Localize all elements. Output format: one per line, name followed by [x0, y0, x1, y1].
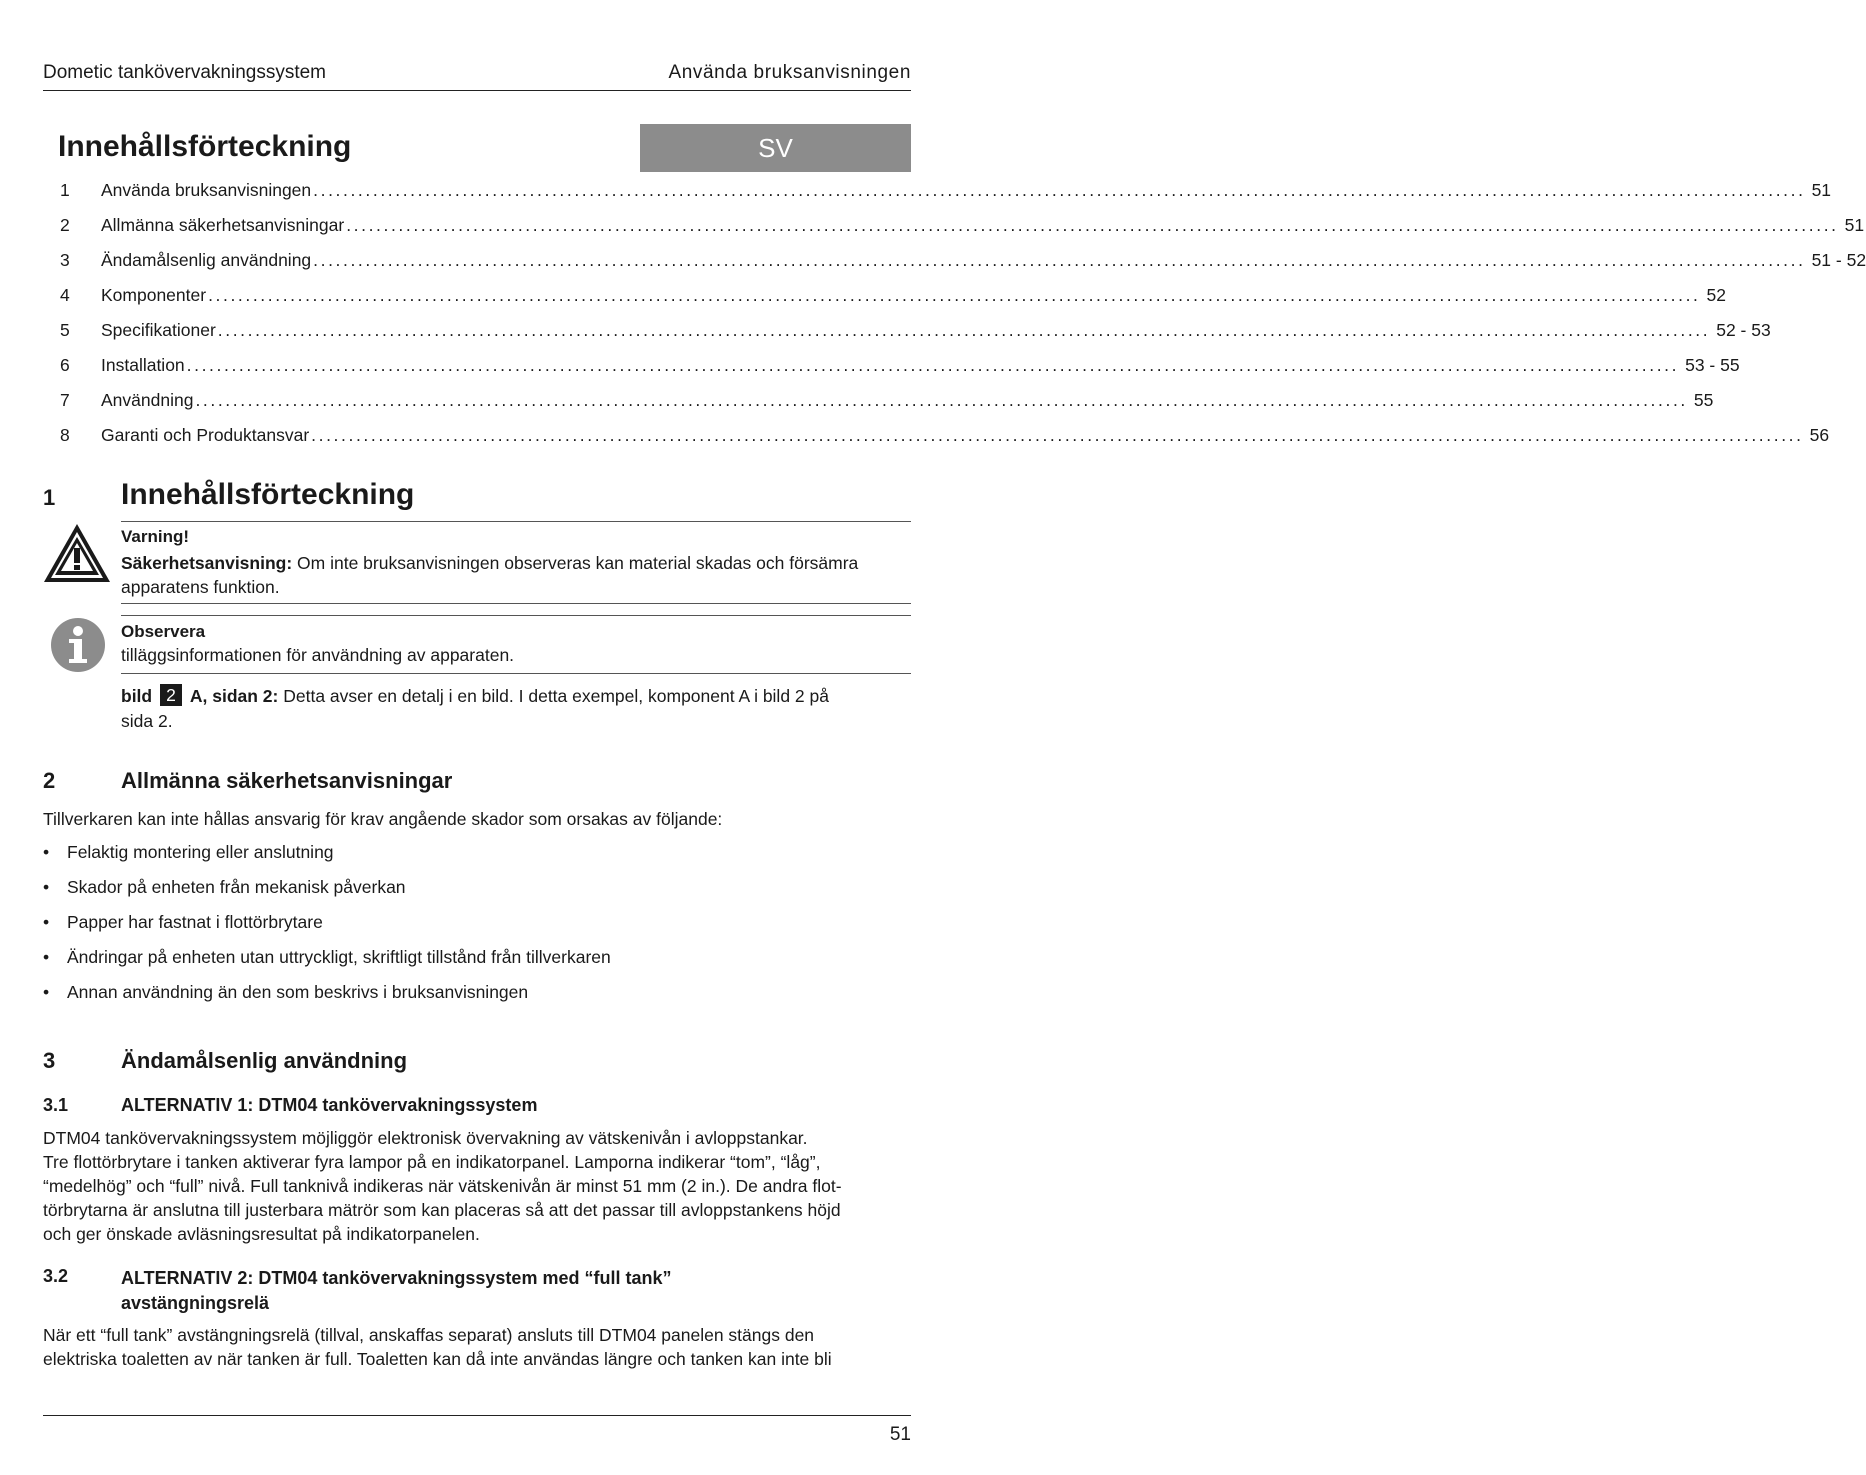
paragraph-line: törbrytarna är anslutna till justerbara mätrör som kan placeras så att det passar till avloppstankens höjd — [43, 1200, 841, 1220]
toc-entry — [60, 180, 1832, 215]
toc-entry — [60, 425, 1830, 460]
section-1-divider — [121, 521, 911, 522]
toc-entry-page: 51 - 52 — [1811, 250, 1866, 270]
toc-entry-number: 5 — [60, 320, 70, 340]
subsection-3-2-body — [43, 1323, 913, 1371]
subsection-3-1-number: 3.1 — [43, 1095, 69, 1115]
header-section-title: Använda bruksanvisningen — [668, 62, 911, 83]
list-item-text: Papper har fastnat i flottörbrytare — [67, 912, 323, 932]
warning-heading: Varning! — [121, 527, 190, 546]
paragraph-line: När ett “full tank” avstängningsrelä (tillval, anskaffas separat) ansluts till DTM04 panelen stängs den — [43, 1325, 815, 1345]
toc-leader-dots: ........................................................................................................................................................................................................ — [208, 285, 1701, 305]
toc-entry — [60, 215, 1865, 250]
figure-reference-note — [121, 684, 841, 734]
paragraph-line: DTM04 tankövervakningssystem möjliggör elektronisk övervakning av vätskenivån i avloppstankar. — [43, 1128, 808, 1148]
note-heading: Observera — [121, 622, 206, 641]
figure-number-badge: 2 — [160, 684, 182, 706]
list-item-text: Skador på enheten från mekanisk påverkan — [67, 877, 406, 897]
toc-entry-label: Användning — [101, 390, 194, 410]
section-3-number: 3 — [43, 1048, 56, 1073]
toc-entry-page: 53 - 55 — [1685, 355, 1740, 375]
list-item — [43, 982, 611, 1017]
toc-entry-label: Ändamålsenlig användning — [101, 250, 312, 270]
list-item — [43, 947, 611, 982]
toc-entry-page: 51 — [1811, 180, 1832, 200]
page-number: 51 — [889, 1424, 911, 1445]
figure-ref-lead2: A, sidan 2: — [189, 686, 279, 706]
toc-leader-dots: ........................................................................................................................................................................................................ — [313, 180, 1806, 200]
toc-entry-label: Komponenter — [101, 285, 207, 305]
section-1-number: 1 — [43, 485, 56, 510]
warning-triangle-icon — [42, 522, 112, 584]
toc-entry-label: Installation — [101, 355, 185, 375]
list-item-text: Annan användning än den som beskrivs i bruksanvisningen — [67, 982, 529, 1002]
toc-entry — [60, 355, 1740, 390]
paragraph-line: Tre flottörbrytare i tanken aktiverar fyra lampor på en indikatorpanel. Lamporna indikerar “tom”, “låg”, — [43, 1152, 821, 1172]
toc-leader-dots: ........................................................................................................................................................................................................ — [186, 355, 1680, 375]
subsection-3-2-number: 3.2 — [43, 1266, 69, 1286]
list-item — [43, 912, 611, 947]
toc-entry — [60, 390, 1714, 425]
bullet-icon: • — [43, 947, 50, 967]
section-1-title: Innehållsförteckning — [121, 478, 415, 511]
note-text: tilläggsinformationen för användning av apparaten. — [121, 645, 515, 665]
toc-leader-dots: ........................................................................................................................................................................................................ — [311, 425, 1804, 445]
list-item — [43, 842, 611, 877]
bullet-icon: • — [43, 842, 50, 862]
toc-entry-page: 56 — [1809, 425, 1830, 445]
toc-entry-label: Specifikationer — [101, 320, 216, 340]
section-3-title: Ändamålsenlig användning — [121, 1048, 408, 1073]
list-item — [43, 877, 611, 912]
toc-entry-number: 8 — [60, 425, 70, 445]
warning-body: Om inte bruksanvisningen observeras kan material skadas och försämra apparatens funktion. — [121, 553, 859, 597]
toc-entry-label: Använda bruksanvisningen — [101, 180, 312, 200]
toc-leader-dots: ........................................................................................................................................................................................................ — [195, 390, 1688, 410]
figure-ref-text: Detta avser en detalj i en bild. I detta exempel, komponent A i bild 2 på sida 2. — [121, 686, 829, 731]
subsection-3-1-title: ALTERNATIV 1: DTM04 tankövervakningssystem — [121, 1095, 538, 1115]
section-2-title: Allmänna säkerhetsanvisningar — [121, 768, 453, 793]
bullet-icon: • — [43, 912, 50, 932]
section-2-bullet-list — [43, 842, 611, 1017]
toc-entry — [60, 250, 1866, 285]
toc-entry-number: 2 — [60, 215, 70, 235]
paragraph-line: “medelhög” och “full” nivå. Full tanknivå indikeras när vätskenivån är minst 51 mm (2 in.). De andra flot- — [43, 1176, 842, 1196]
note-divider — [121, 673, 911, 674]
toc-entry — [60, 320, 1771, 355]
info-icon — [50, 617, 106, 673]
warning-text — [121, 551, 881, 599]
footer-divider — [43, 1415, 911, 1416]
bullet-icon: • — [43, 982, 50, 1002]
toc-entry-number: 3 — [60, 250, 70, 270]
warning-divider-bottom — [121, 615, 911, 616]
toc-entry-label: Garanti och Produktansvar — [101, 425, 310, 445]
toc-entry-number: 4 — [60, 285, 70, 305]
warning-lead: Säkerhetsanvisning: — [121, 553, 293, 573]
toc-entry-page: 51 — [1844, 215, 1865, 235]
toc-entry-page: 52 - 53 — [1716, 320, 1771, 340]
paragraph-line: och ger önskade avläsningsresultat på indikatorpanelen. — [43, 1224, 480, 1244]
list-item-text: Felaktig montering eller anslutning — [67, 842, 334, 862]
section-2-intro: Tillverkaren kan inte hållas ansvarig för krav angående skador som orsakas av följande: — [43, 809, 723, 829]
paragraph-line: elektriska toaletten av när tanken är full. Toaletten kan då inte användas längre och tanken kan inte bli — [43, 1349, 832, 1369]
header-divider — [43, 90, 911, 91]
bullet-icon: • — [43, 877, 50, 897]
toc-leader-dots: ........................................................................................................................................................................................................ — [217, 320, 1711, 340]
toc-entry-page: 55 — [1693, 390, 1714, 410]
section-2-number: 2 — [43, 768, 56, 793]
toc-leader-dots: ........................................................................................................................................................................................................ — [313, 250, 1806, 270]
toc-entry-label: Allmänna säkerhetsanvisningar — [101, 215, 345, 235]
table-of-contents — [60, 180, 1866, 460]
toc-entry-number: 7 — [60, 390, 70, 410]
header-document-title: Dometic tankövervakningssystem — [43, 62, 326, 83]
language-badge: SV — [640, 124, 911, 172]
subsection-3-1-body — [43, 1126, 913, 1246]
toc-entry-number: 1 — [60, 180, 70, 200]
toc-leader-dots: ........................................................................................................................................................................................................ — [346, 215, 1839, 235]
list-item-text: Ändringar på enheten utan uttryckligt, skriftligt tillstånd från tillverkaren — [67, 947, 611, 967]
warning-divider-top — [121, 603, 911, 604]
toc-title: Innehållsförteckning — [58, 130, 352, 163]
figure-ref-lead: bild — [121, 686, 153, 706]
toc-entry-page: 52 — [1706, 285, 1726, 305]
toc-entry-number: 6 — [60, 355, 70, 375]
toc-entry — [60, 285, 1726, 320]
subsection-3-2-title: ALTERNATIV 2: DTM04 tankövervakningssystem med “full tank” avstängningsrelä — [121, 1268, 672, 1313]
